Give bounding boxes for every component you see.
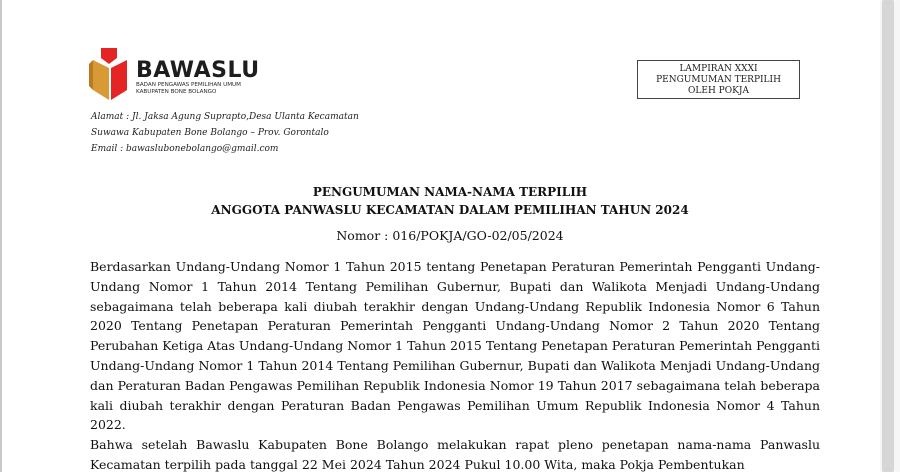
annex-line: PENGUMUMAN TERPILIH — [656, 75, 781, 85]
annex-line: LAMPIRAN XXXI — [679, 64, 758, 74]
annex-box — [637, 60, 800, 99]
body-paragraph: Berdasarkan Undang-Undang Nomor 1 Tahun 2015 tentang Penetapan Peraturan Pemerintah Pengganti Undang-Undang Nomor 1 Tahun 2014 Tentang Pemilihan Gubernur, Bupati dan Walikota Menjadi Undang-Undang sebagaimana telah beberapa kali diubah terakhir dengan Undang-Undang Republik Indonesia Nomor 6 Tahun 2020 Tentang Penetapan Peraturan Pemerintah Pengganti Undang-Undang Nomor 2 Tahun 2020 Tentang Perubahan Ketiga Atas Undang-Undang Nomor 1 Tahun 2015 Tentang Penetapan Peraturan Pemerintah Pengganti Undang-Undang Nomor 1 Tahun 2014 Tentang Pemilihan Gubernur, Bupati dan Walikota Menjadi Undang-Undang dan Peraturan Badan Pengawas Pemilihan Republik Indonesia Nomor 19 Tahun 2017 sebagaimana telah beberapa kali diubah terakhir dengan Peraturan Badan Pengawas Pemilihan Umum Republik Indonesia Nomor 4 Tahun 2022. — [90, 259, 820, 433]
bawaslu-logo — [87, 46, 287, 106]
document-title: PENGUMUMAN NAMA-NAMA TERPILIH — [312, 185, 588, 199]
brand-subtitle-line1: BADAN PENGAWAS PEMILIHAN UMUM — [136, 82, 241, 88]
brand-subtitle — [136, 82, 241, 95]
brand-name: BAWASLU — [136, 58, 260, 83]
address-block — [91, 109, 359, 157]
address-line: Suwawa Kabupaten Bone Bolango – Prov. Gorontalo — [91, 128, 329, 138]
scrollbar-track[interactable] — [880, 0, 900, 472]
document-subtitle: ANGGOTA PANWASLU KECAMATAN DALAM PEMILIHAN TAHUN 2024 — [211, 203, 689, 217]
body-paragraph: Bahwa setelah Bawaslu Kabupaten Bone Bolango melakukan rapat pleno penetapan nama-nama Panwaslu Kecamatan terpilih pada tanggal 22 Mei 2024 Tahun 2024 Pukul 10.00 Wita, maka Pokja Pembentukan — [90, 437, 820, 472]
email-line: Email : bawaslubonebolango@gmail.com — [91, 144, 279, 154]
address-line: Alamat : Jl. Jaksa Agung Suprapto,Desa Ulanta Kecamatan — [91, 112, 359, 122]
brand-subtitle-line2: KABUPATEN BONE BOLANGO — [136, 88, 217, 95]
document-body — [90, 257, 820, 472]
document-number: Nomor : 016/POKJA/GO-02/05/2024 — [336, 228, 564, 243]
scrollbar-thumb[interactable] — [882, 0, 894, 472]
bawaslu-emblem-icon — [87, 46, 135, 102]
page-edge — [0, 0, 2, 472]
annex-line: OLEH POKJA — [688, 86, 749, 96]
